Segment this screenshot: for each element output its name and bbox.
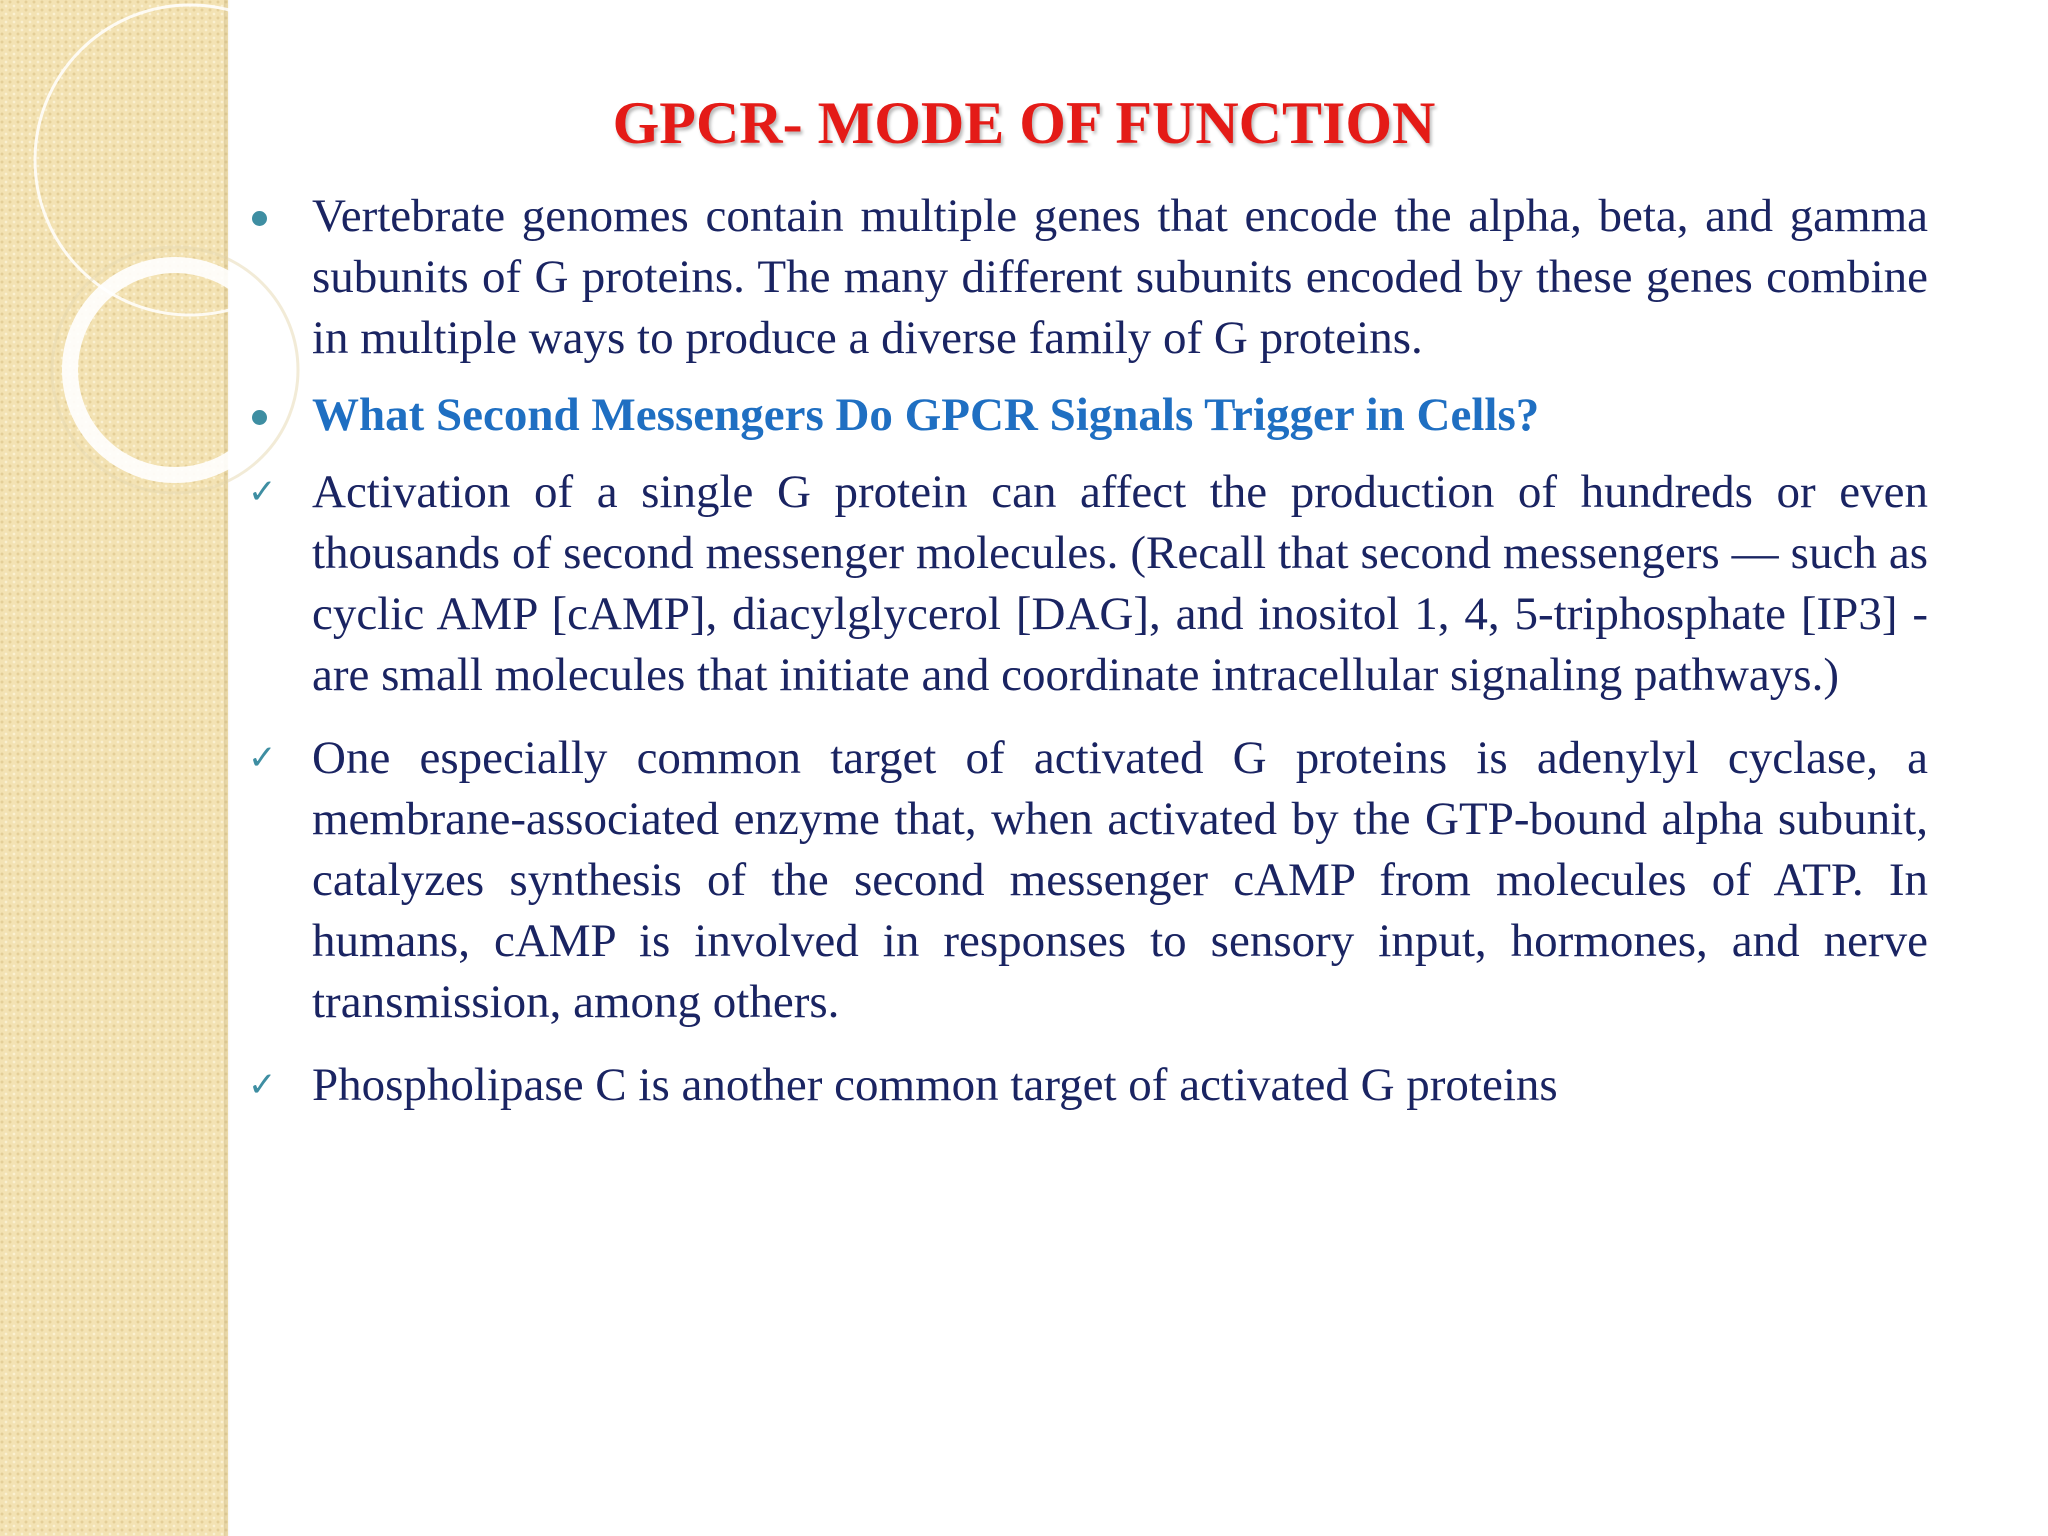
decorative-side-panel [0,0,228,1536]
check-item-activation [248,462,1928,706]
check-item-adenylyl-cyclase [248,728,1928,1033]
side-panel-edge [224,0,230,1536]
section-heading: What Second Messengers Do GPCR Signals Trigger in Cells? [312,389,1540,441]
bullet-text: Vertebrate genomes contain multiple genes that encode the alpha, beta, and gamma subunits of G proteins. The many different subunits encoded by these genes combine in multiple ways to produce a diverse family of G proteins. [312,190,1928,364]
check-item-phospholipase [248,1055,1928,1116]
bullet-item-genomes [248,186,1928,369]
slide-title: GPCR- MODE OF FUNCTION [612,90,1436,156]
bullet-item-heading [248,385,1928,446]
bullet-dot-icon [248,186,288,247]
checkmark-icon: ✓ [248,1065,277,1105]
bullet-text: Activation of a single G protein can affect the production of hundreds or even thousands of second messenger molecules. (Recall that second messengers — such as cyclic AMP [cAMP], diacylglycerol [DAG], and inositol 1, 4, 5-triphosphate [IP3] - are small molecules that initiate and coordinate intracellular signaling pathways.) [312,466,1928,701]
bullet-dot-icon [248,385,288,446]
checkmark-icon: ✓ [248,738,277,778]
bullet-text: One especially common target of activated G proteins is adenylyl cyclase, a membrane-associated enzyme that, when activated by the GTP-bound alpha subunit, catalyzes synthesis of the second messenger cAMP from molecules of ATP. In humans, cAMP is involved in responses to sensory input, hormones, and nerve transmission, among others. [312,732,1928,1028]
bullet-text: Phospholipase C is another common target of activated G proteins [312,1059,1558,1111]
checkmark-icon: ✓ [248,472,277,512]
bullet-list [248,186,1928,1116]
